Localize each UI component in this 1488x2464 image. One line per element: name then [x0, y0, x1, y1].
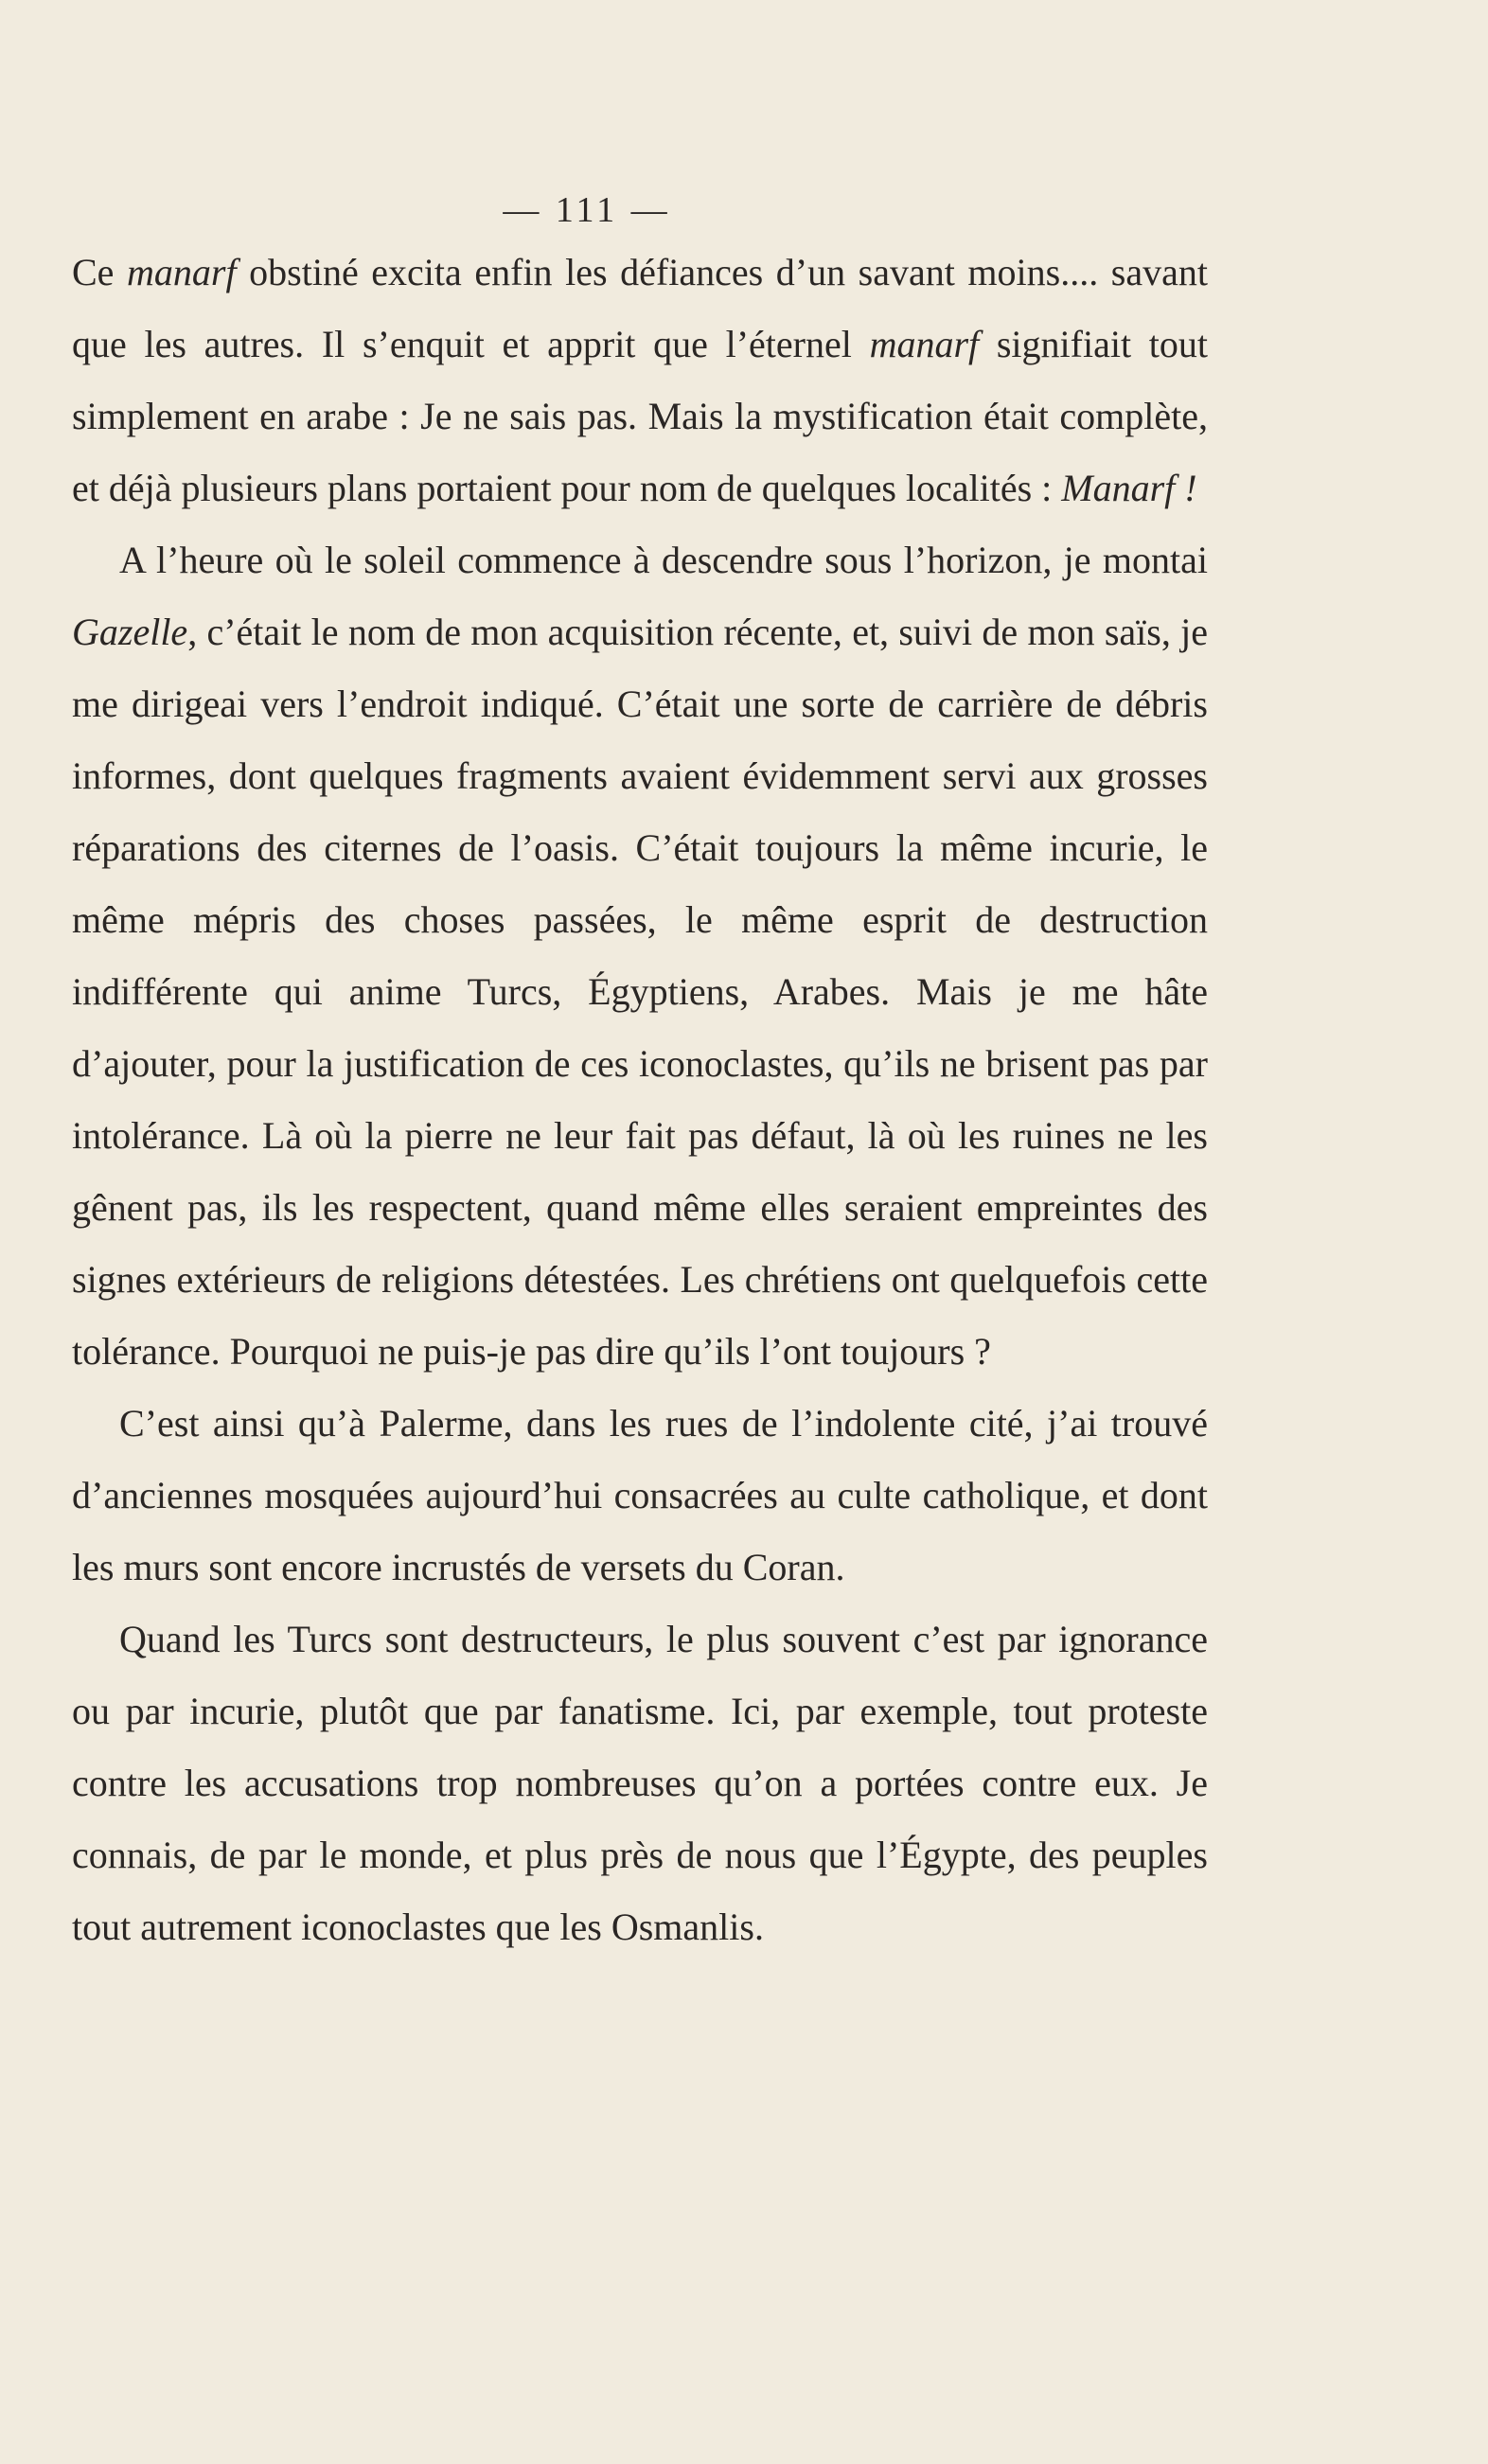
- italic-term: Manarf !: [1061, 467, 1197, 509]
- italic-term: Gazelle: [72, 611, 188, 653]
- text-run: C’est ainsi qu’à Palerme, dans les rues de l’indolente cité, j’ai trouvé d’anciennes mosquées aujourd’hui consacrées au culte catholique, et dont les murs sont encore incrustés de versets du Coran.: [72, 1402, 1208, 1588]
- text-run: obstiné excita enfin les défiances d’un savant moins.... savant que les autres. Il s’enquit et apprit que l’éternel: [72, 251, 1208, 365]
- italic-term: manarf: [127, 251, 237, 293]
- italic-term: manarf: [869, 323, 980, 365]
- page-number: — 111 —: [503, 190, 671, 230]
- text-run: A l’heure où le soleil commence à descendre sous l’horizon, je montai: [119, 539, 1208, 581]
- paragraph: [72, 237, 1208, 524]
- paragraph: [72, 524, 1208, 1388]
- text-run: Quand les Turcs sont destructeurs, le plus souvent c’est par ignorance ou par incurie, plutôt que par fanatisme. Ici, par exemple, tout proteste contre les accusations trop nombreuses qu’on a portées contre eux. Je connais, de par le monde, et plus près de nous que l’Égypte, des peuples tout autrement iconoclastes que les Osmanlis.: [72, 1618, 1208, 1948]
- text-run: signifiait tout simplement en arabe : Je ne sais pas. Mais la mystification était complète, et déjà plusieurs plans portaient pour nom de quelques localités :: [72, 323, 1208, 509]
- text-run: , c’était le nom de mon acquisition récente, et, suivi de mon saïs, je me dirigeai vers l’endroit indiqué. C’était une sorte de carrière de débris informes, dont quelques fragments avaient évidemment servi aux grosses réparations des citernes de l’oasis. C’était toujours la même incurie, le même mépris des choses passées, le même esprit de destruction indifférente qui anime Turcs, Égyptiens, Arabes. Mais je me hâte d’ajouter, pour la justification de ces iconoclastes, qu’ils ne brisent pas par intolérance. Là où la pierre ne leur fait pas défaut, là où les ruines ne les gênent pas, ils les respectent, quand même elles seraient empreintes des signes extérieurs de religions détestées. Les chrétiens ont quelquefois cette tolérance. Pourquoi ne puis-je pas dire qu’ils l’ont toujours ?: [72, 611, 1208, 1373]
- paragraph: [72, 1388, 1208, 1604]
- body-text: [72, 237, 1208, 1963]
- paragraph: [72, 1604, 1208, 1963]
- text-run: Ce: [72, 251, 128, 293]
